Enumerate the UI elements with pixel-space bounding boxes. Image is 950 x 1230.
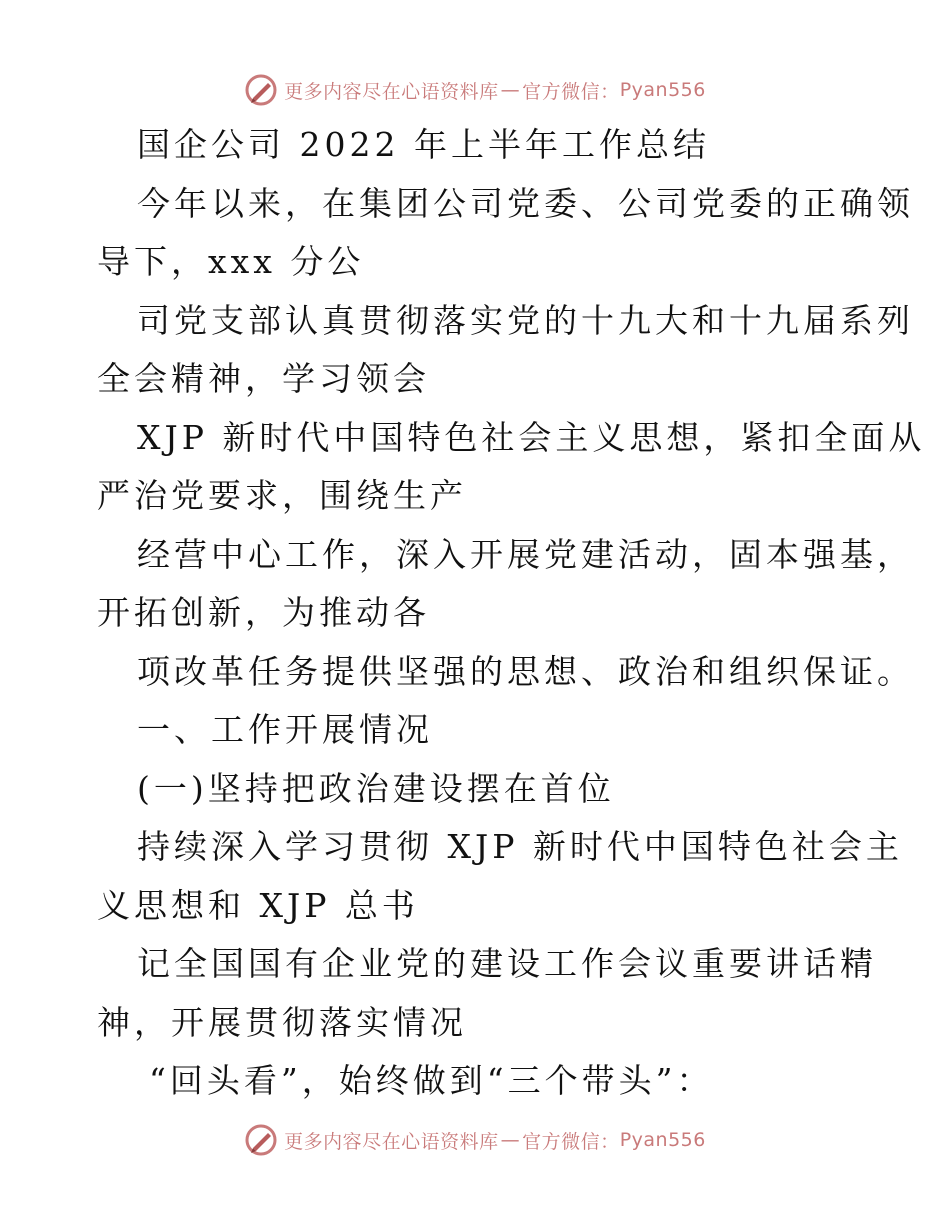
watermark-logo-icon [244, 73, 278, 107]
doc-line: 导下，xxx 分公 [97, 242, 365, 281]
doc-line: “回头看”，始终做到“三个带头”： [149, 1061, 714, 1100]
doc-title: 国企公司 2022 年上半年工作总结 [137, 125, 710, 164]
watermark-suffix: 官方微信： [522, 1130, 620, 1153]
footer-watermark [0, 1120, 950, 1160]
watermark-separator: — [500, 79, 521, 101]
doc-line: 持续深入学习贯彻 XJP 新时代中国特色社会主 [137, 827, 903, 866]
section-heading: 一、工作开展情况 [137, 710, 433, 749]
doc-line: 开拓创新，为推动各 [97, 593, 430, 632]
watermark-suffix: 官方微信： [522, 80, 620, 103]
document-body [97, 116, 926, 1111]
subsection-heading: (一)坚持把政治建设摆在首位 [137, 768, 615, 808]
watermark-id: Pyan556 [619, 1129, 706, 1151]
doc-line: 严治党要求，围绕生产 [97, 476, 467, 515]
doc-line: 今年以来，在集团公司党委、公司党委的正确领 [137, 183, 914, 223]
doc-line: 项改革任务提供坚强的思想、政治和组织保证。 [137, 651, 914, 691]
watermark-text: 更多内容尽在心语资料库 [284, 1130, 499, 1153]
watermark-logo-icon [244, 1123, 278, 1157]
header-watermark [0, 70, 950, 110]
doc-line: 司党支部认真贯彻落实党的十九大和十九届系列 [137, 300, 914, 340]
doc-line: XJP 新时代中国特色社会主义思想，紧扣全面从 [137, 417, 926, 457]
doc-line: 全会精神，学习领会 [97, 359, 430, 398]
doc-line: 经营中心工作，深入开展党建活动，固本强基， [137, 534, 914, 574]
watermark-id: Pyan556 [619, 79, 706, 101]
watermark-text: 更多内容尽在心语资料库 [284, 80, 499, 103]
doc-line: 义思想和 XJP 总书 [97, 885, 419, 925]
doc-line: 记全国国有企业党的建设工作会议重要讲话精 [137, 944, 877, 983]
doc-line: 神，开展贯彻落实情况 [97, 1002, 467, 1042]
watermark-separator: — [500, 1129, 521, 1151]
